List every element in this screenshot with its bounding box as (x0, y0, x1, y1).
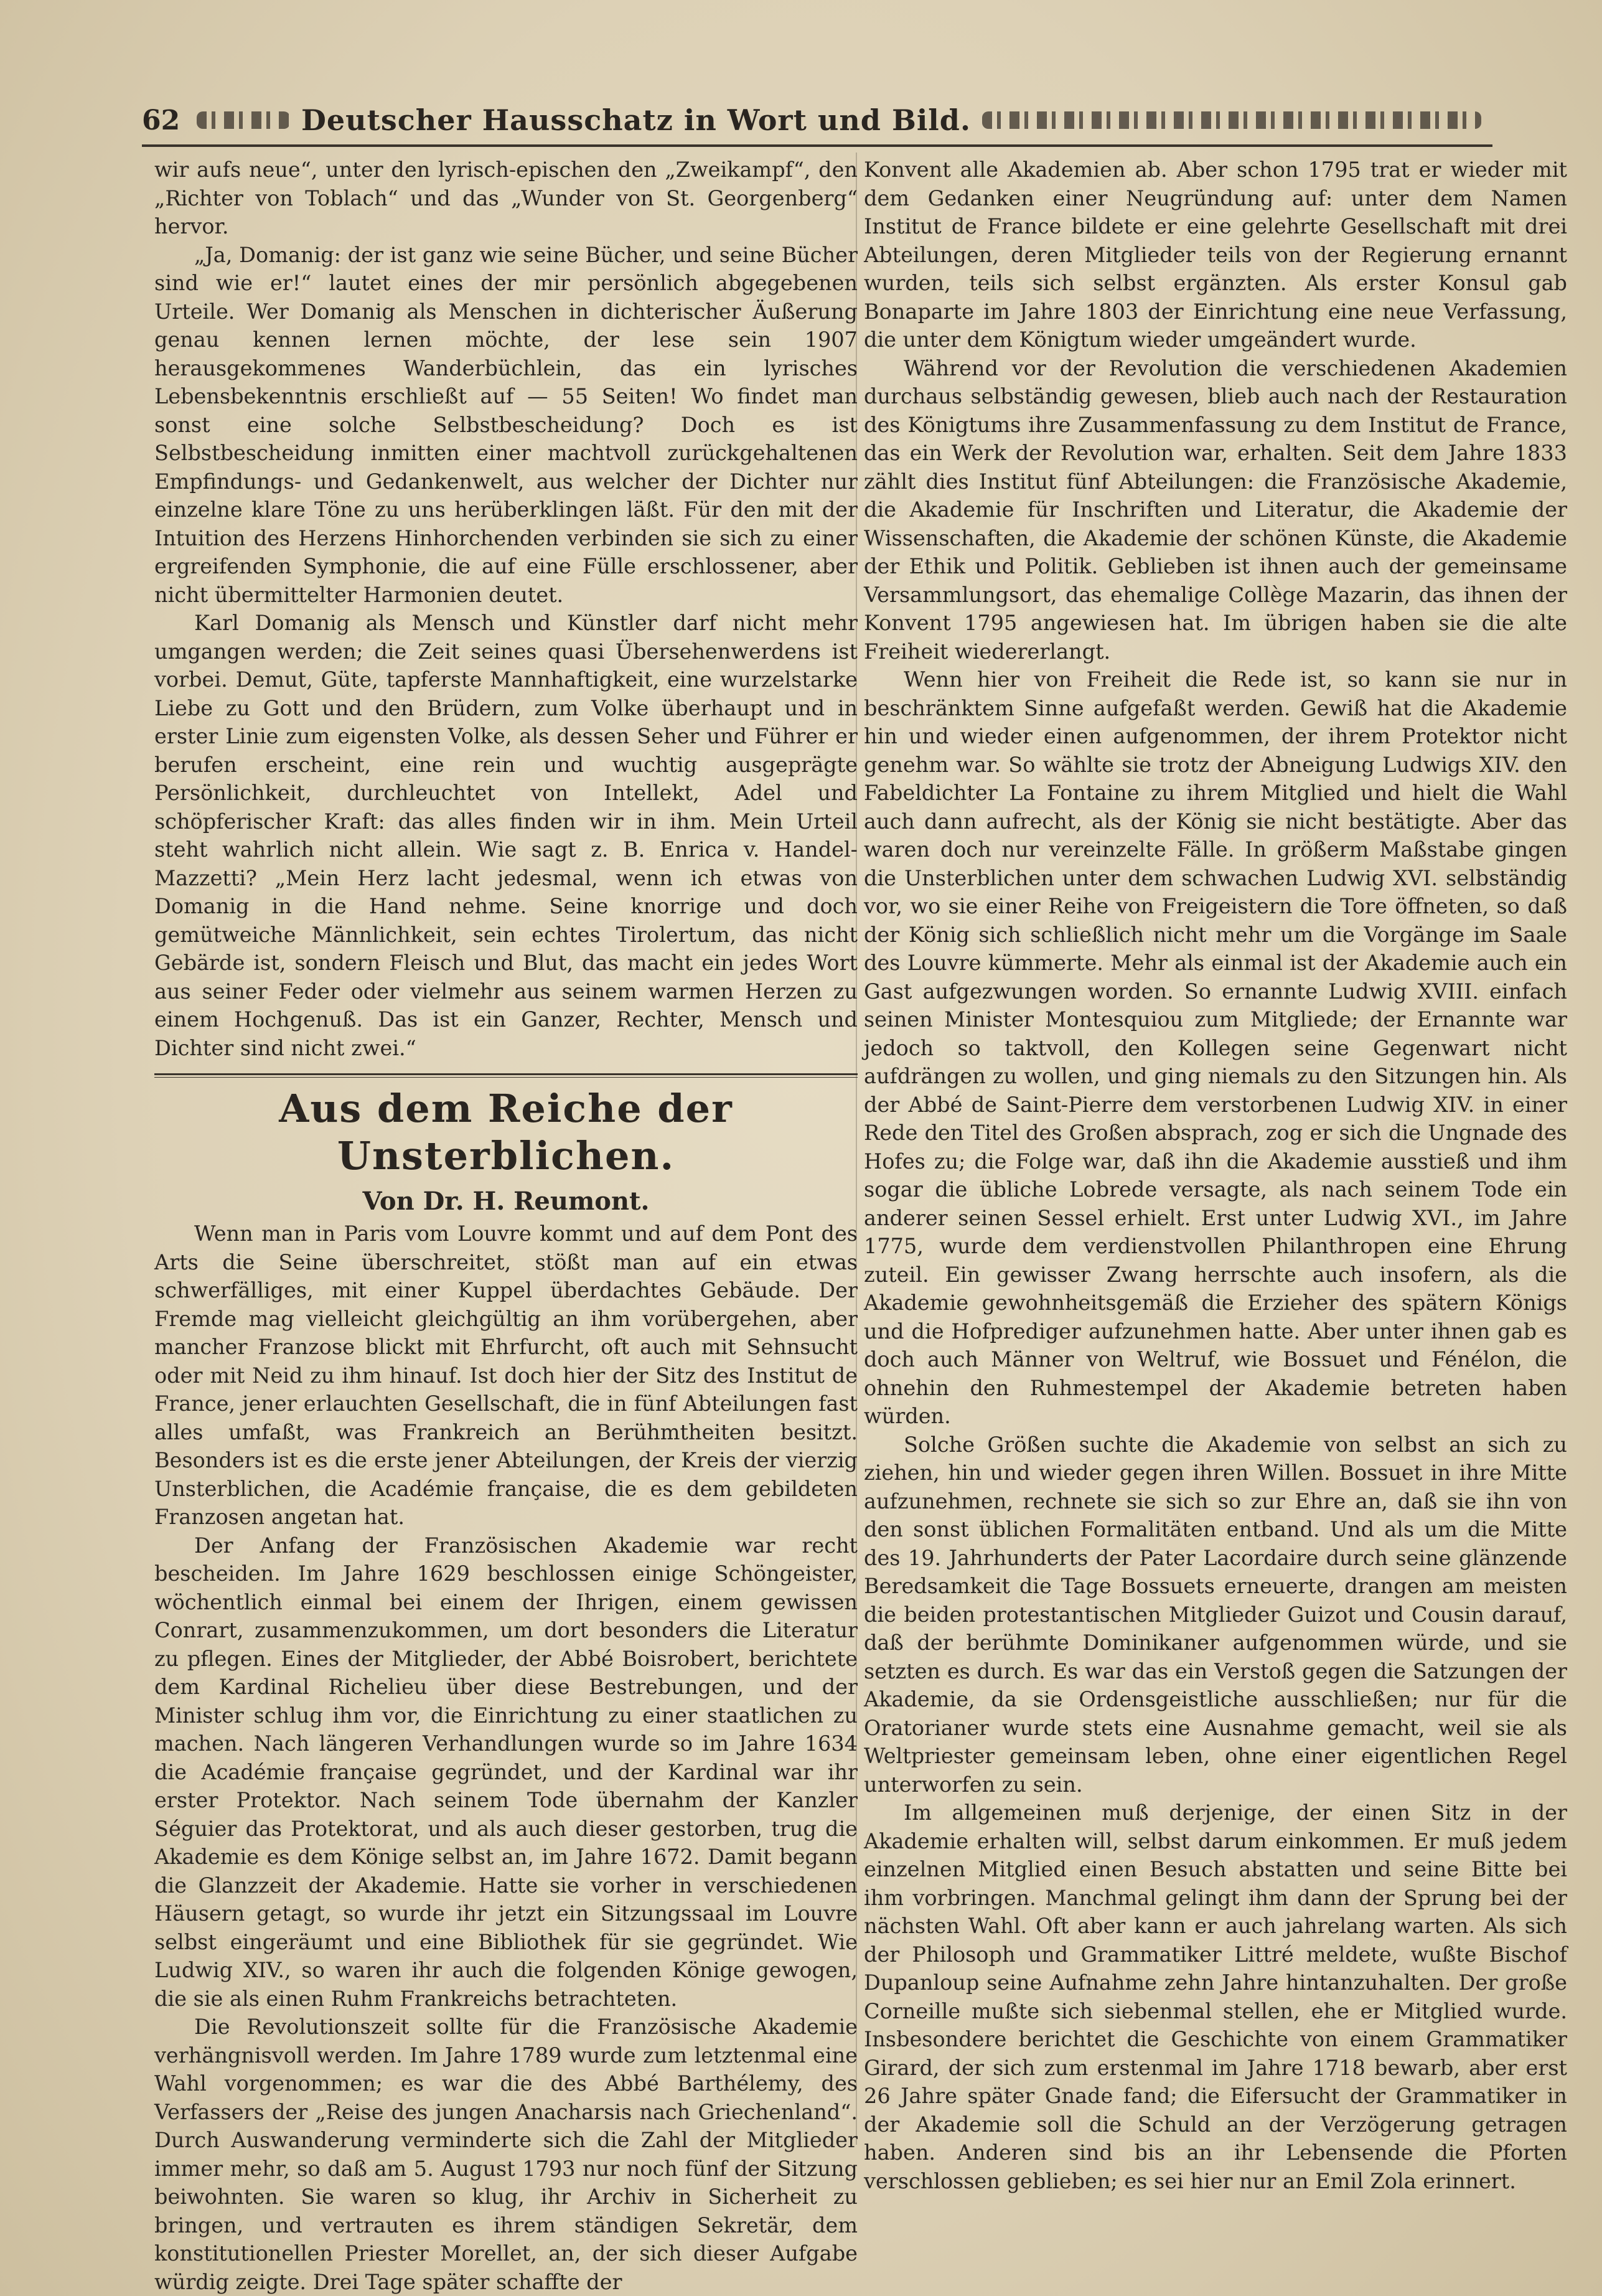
article-byline: Von Dr. H. Reumont. (362, 1187, 650, 1216)
article-title: Aus dem Reiche der Unsterblichen. (279, 1086, 733, 1179)
ornament-left (197, 111, 290, 129)
running-title: Deutscher Hausschatz in Wort und Bild. (301, 103, 971, 137)
paragraph: Karl Domanig als Mensch und Künstler darf nicht mehr umgangen werden; die Zeit seines quasi Übersehenwerdens ist vorbei. Demut, Güte, tapferste Mannhaftigkeit, eine wurzelstarke Liebe zu Gott und den Brüdern, zum Volke überhaupt und in erster Linie zum eigensten Volke, als dessen Seher und Führer er berufen erscheint, eine rein und wuchtig ausgeprägte Persönlichkeit, durchleuchtet von Intellekt, Adel und schöpferischer Kraft: das alles finden wir in ihm. Mein Urteil steht wahrlich nicht allein. Wie sagt z. B. Enrica v. Handel-Mazzetti? „Mein Herz lacht jedesmal, wenn ich etwas von Domanig in die Hand nehme. Seine knorrige und doch gemütweiche Männlichkeit, sein echtes Tirolertum, das nicht Gebärde ist, sondern Fleisch und Blut, das macht ein jedes Wort aus seiner Feder oder vielmehr aus seinem warmen Herzen zu einem Hochgenuß. Das ist ein Ganzer, Rechter, Mensch und Dichter sind nicht zwei.“ (154, 611, 858, 1060)
ornament-right (982, 111, 1481, 129)
page-number: 62 (142, 104, 180, 136)
right-column (864, 156, 1567, 2195)
paragraph: Wenn man in Paris vom Louvre kommt und auf dem Pont des Arts die Seine überschreitet, stößt man auf ein etwas schwerfälliges, mit einer Kuppel überdachtes Gebäude. Der Fremde mag vielleicht gleichgültig an ihm vorübergehen, aber mancher Franzose blickt mit Ehrfurcht, oft auch mit Sehnsucht oder mit Neid zu ihm hinauf. Ist doch hier der Sitz des Institut de France, jener erlauchten Gesellschaft, die in fünf Abteilungen fast alles umfaßt, was Frankreich an Berühmtheiten besitzt. Besonders ist es die erste jener Abteilungen, der Kreis der vierzig Unsterblichen, die Académie française, die es dem gebildeten Franzosen angetan hat. (154, 1221, 858, 1529)
paragraph: Während vor der Revolution die verschiedenen Akademien durchaus selbständig gewesen, blieb auch nach der Restauration des Königtums ihre Zusammenfassung zu dem Institut de France, das ein Werk der Revolution war, erhalten. Seit dem Jahre 1833 zählt dies Institut fünf Abteilungen: die Französische Akademie, die Akademie für Inschriften und Literatur, die Akademie der Wissenschaften, die Akademie der schönen Künste, die Akademie der Ethik und Politik. Geblieben ist ihnen auch der gemeinsame Versammlungsort, das ehemalige Collège Mazarin, das ihnen der Konvent 1795 angewiesen hat. Im übrigen haben sie die alte Freiheit wiedererlangt. (864, 355, 1567, 664)
paragraph: Die Revolutionszeit sollte für die Französische Akademie verhängnisvoll werden. Im Jahre 1789 wurde zum letztenmal eine Wahl vorgenommen; es war die des Abbé Barthélemy, des Verfassers der „Reise des jungen Anacharsis nach Griechenland“. Durch Auswanderung verminderte sich die Zahl der Mitglieder immer mehr, so daß am 5. August 1793 nur noch fünf der Sitzung beiwohnten. Sie waren so klug, ihr Archiv in Sicherheit zu bringen, und vertrauten es ihrem ständigen Sekretär, dem konstitutionellen Priester Morellet, an, der sich dieser Aufgabe würdig zeigte. Drei Tage später schaffte der (154, 2015, 858, 2294)
header-rule (142, 144, 1492, 147)
page-header (142, 98, 1492, 142)
paragraph: „Ja, Domanig: der ist ganz wie seine Bücher, und seine Bücher sind wie er!“ lautet eines der mir persönlich abgegebenen Urteile. Wer Domanig als Menschen in dichterischer Äußerung genau kennen lernen möchte, der lese sein 1907 herausgekommenes Wanderbüchlein, das ein lyrisches Lebensbekenntnis erschließt auf — 55 Seiten! Wo findet man sonst eine solche Selbstbescheidung? Doch es ist Selbstbescheidung inmitten einer machtvoll zurückgehaltenen Empfindungs- und Gedankenwelt, aus welcher der Dichter nur einzelne klare Töne zu uns herüberklingen läßt. Für den mit der Intuition des Herzens Hinhorchenden verbinden sie sich zu einer ergreifenden Symphonie, die auf eine Fülle erschlossener, aber nicht übermittelter Harmonien deutet. (154, 242, 858, 607)
section-divider (154, 1073, 858, 1078)
paragraph: Solche Größen suchte die Akademie von selbst an sich zu ziehen, hin und wieder gegen ihren Willen. Bossuet in ihre Mitte aufzunehmen, rechnete sie sich so zur Ehre an, daß sie ihn von den sonst üblichen Formalitäten entband. Und als um die Mitte des 19. Jahrhunderts der Pater Lacordaire durch seine glänzende Beredsamkeit die Tage Bossuets erneuerte, drangen am meisten die beiden protestantischen Mitglieder Guizot und Cousin darauf, daß der berühmte Dominikaner aufgenommen würde, und sie setzten es durch. Es war das ein Verstoß gegen die Satzungen der Akademie, da sie Ordensgeistliche ausschließen; nur für die Oratorianer wurde stets eine Ausnahme gemacht, weil sie als Weltpriester gemeinsam leben, ohne einer eigentlichen Regel unterworfen zu sein. (864, 1432, 1567, 1797)
left-column (154, 156, 858, 2296)
paragraph: Wenn hier von Freiheit die Rede ist, so kann sie nur in beschränktem Sinne aufgefaßt werden. Gewiß hat die Akademie hin und wieder einen aufgenommen, der ihrem Protektor nicht genehm war. So wählte sie trotz der Abneigung Ludwigs XIV. den Fabeldichter La Fontaine zu ihrem Mitglied und hielt die Wahl auch dann aufrecht, als der König sie nicht bestätigte. Aber das waren doch nur vereinzelte Fälle. In größerm Maßstabe gingen die Unsterblichen unter dem schwachen Ludwig XVI. selbständig vor, wo sie einer Reihe von Freigeistern die Tore öffneten, so daß der König sich schließlich nicht mehr um die Vorgänge im Saale des Louvre kümmerte. Mehr als einmal ist der Akademie auch ein Gast aufgezwungen worden. So ernannte Ludwig XVIII. einfach seinen Minister Montesquiou zum Mitgliede; der Ernannte war jedoch so taktvoll, den Kollegen seine Gegenwart nicht aufdrängen zu wollen, und ging niemals zu den Sitzungen hin. Als der Abbé de Saint-Pierre dem verstorbenen Ludwig XIV. in einer Rede den Titel des Großen absprach, zog er sich die Ungnade des Hofes zu; die Folge war, daß ihn die Akademie ausstieß und ihm sogar die übliche Lobrede versagte, als nach seinem Tode ein anderer seinen Sessel erhielt. Erst unter Ludwig XVI., im Jahre 1775, wurde dem verdienstvollen Philanthropen eine Ehrung zuteil. Ein gewisser Zwang herrschte auch insofern, als die Akademie gewohnheitsgemäß die Erzieher des spätern Königs und die Hofprediger aufzunehmen hatte. Aber unter ihnen gab es doch auch Männer von Weltruf, wie Bossuet und Fénélon, die ohnehin den Ruhmestempel der Akademie betreten haben würden. (864, 667, 1567, 1428)
paragraph: Im allgemeinen muß derjenige, der einen Sitz in der Akademie erhalten will, selbst darum einkommen. Er muß jedem einzelnen Mitglied einen Besuch abstatten und seine Bitte bei ihm vorbringen. Manchmal gelingt ihm dann der Sprung bei der nächsten Wahl. Oft aber kann er auch jahrelang warten. Als sich der Philosoph und Grammatiker Littré meldete, wußte Bischof Dupanloup seine Aufnahme zehn Jahre hintanzuhalten. Der große Corneille mußte sich siebenmal stellen, ehe er Mitglied wurde. Insbesondere berichtet die Geschichte von einem Grammatiker Girard, der sich zum erstenmal im Jahre 1718 bewarb, aber erst 26 Jahre später Gnade fand; die Eifersucht der Grammatiker in der Akademie soll die Schuld an der Verzögerung getragen haben. Anderen sind bis an ihr Lebensende die Pforten verschlossen geblieben; es sei hier nur an Emil Zola erinnert. (864, 1800, 1567, 2193)
paragraph: Konvent alle Akademien ab. Aber schon 1795 trat er wieder mit dem Gedanken einer Neugründung auf: unter dem Namen Institut de France bildete er eine gelehrte Gesellschaft mit drei Abteilungen, deren Mitglieder teils von der Regierung ernannt wurden, teils sich selbst ergänzten. Als erster Konsul gab Bonaparte im Jahre 1803 der Einrichtung eine neue Verfassung, die unter dem Königtum wieder umgeändert wurde. (864, 158, 1567, 352)
paragraph: Der Anfang der Französischen Akademie war recht bescheiden. Im Jahre 1629 beschlossen einige Schöngeister, wöchentlich einmal bei einem der Ihrigen, einem gewissen Conrart, zusammenzukommen, um dort besonders die Literatur zu pflegen. Eines der Mitglieder, der Abbé Boisrobert, berichtete dem Kardinal Richelieu über diese Bestrebungen, und der Minister schlug ihm vor, die Einrichtung zu einer staatlichen zu machen. Nach längeren Verhandlungen wurde so im Jahre 1634 die Académie française gegründet, und der Kardinal war ihr erster Protektor. Nach seinem Tode übernahm der Kanzler Séguier das Protektorat, und als auch dieser gestorben, trug die Akademie es dem Könige selbst an, im Jahre 1672. Damit begann die Glanzzeit der Akademie. Hatte sie vorher in verschiedenen Häusern getagt, so wurde ihr jetzt ein Sitzungssaal im Louvre selbst eingeräumt und eine Bibliothek für sie gegründet. Wie Ludwig XIV., so waren ihr auch die folgenden Könige gewogen, die sie als einen Ruhm Frankreichs betrachteten. (154, 1533, 858, 2011)
paragraph: wir aufs neue“, unter den lyrisch-epischen den „Zweikampf“, den „Richter von Toblach“ und das „Wunder von St. Georgenberg“ hervor. (154, 158, 858, 238)
